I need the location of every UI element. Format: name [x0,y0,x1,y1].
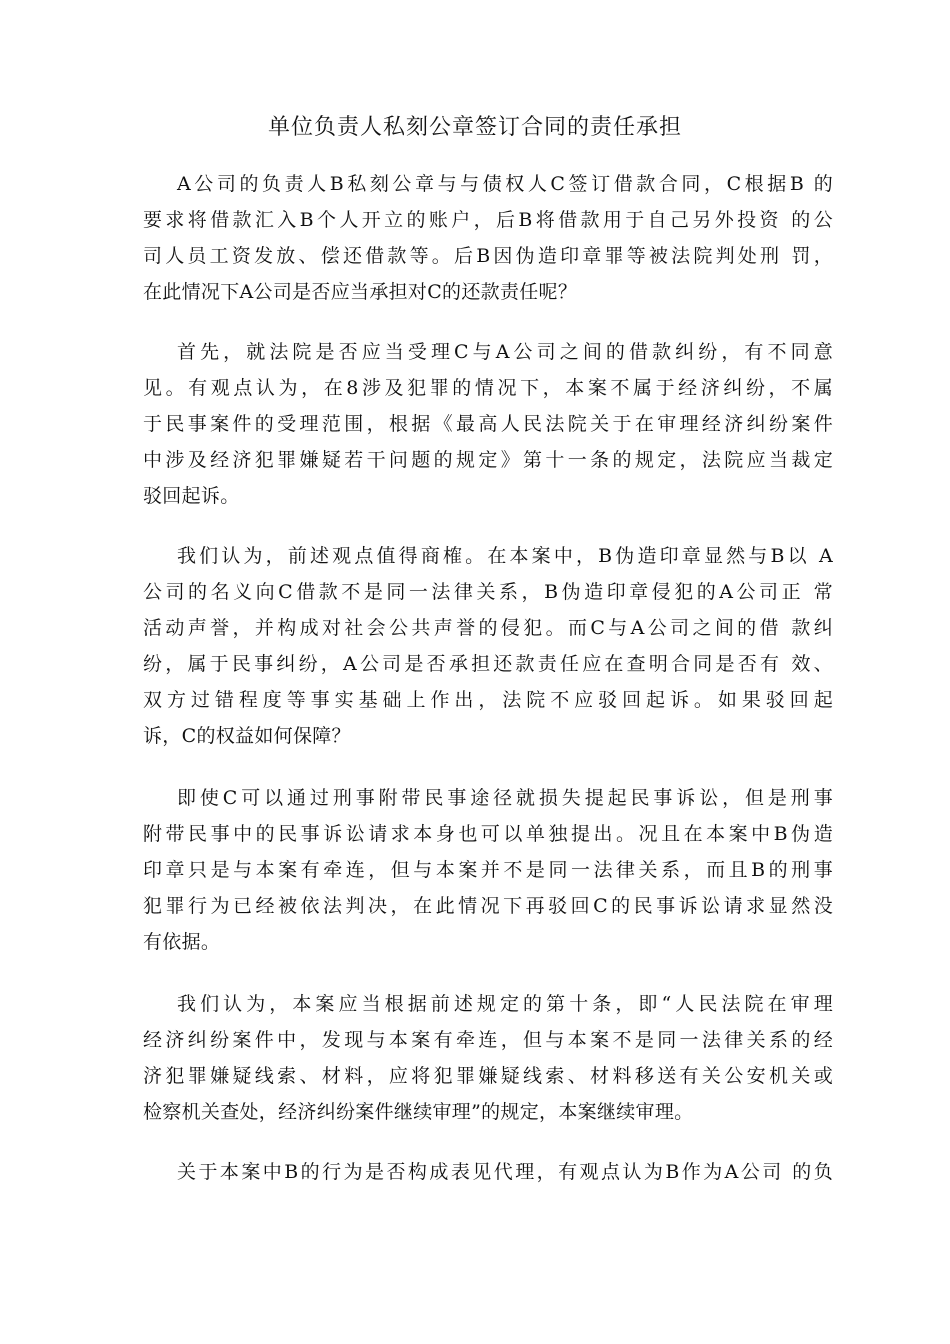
paragraph-line: 纷，属于民事纠纷，A公司是否承担还款责任应在查明合同是否有 效、 [143,653,833,675]
paragraph-line: 公司的名义向C借款不是同一法律关系，B伪造印章侵犯的A公司正 常 [143,581,833,603]
paragraph-line: 于民事案件的受理范围，根据《最高人民法院关于在审理经济纠纷案件 [143,413,833,435]
paragraph-line: 经济纠纷案件中，发现与本案有牵连，但与本案不是同一法律关系的经 [143,1029,833,1051]
paragraph-line: 即使C可以通过刑事附带民事途径就损失提起民事诉讼，但是刑事 [177,787,833,809]
paragraph-line: 诉，C的权益如何保障？ [143,725,351,747]
paragraph-line: 首先，就法院是否应当受理C与A公司之间的借款纠纷，有不同意 [177,341,833,363]
paragraph-3 [143,538,833,754]
paragraph-line: 驳回起诉。 [143,485,240,507]
paragraph-line: 检察机关查处，经济纠纷案件继续审理”的规定，本案继续审理。 [143,1101,694,1123]
paragraph-line: A公司的负责人B私刻公章与与债权人C签订借款合同，C根据B 的 [177,173,833,195]
paragraph-line: 济犯罪嫌疑线索、材料，应将犯罪嫌疑线索、材料移送有关公安机关或 [143,1065,833,1087]
paragraph-line: 犯罪行为已经被依法判决，在此情况下再驳回C的民事诉讼请求显然没 [143,895,833,917]
paragraph-line: 关于本案中B的行为是否构成表见代理，有观点认为B作为A公司 的负 [177,1161,833,1183]
document-title: 单位负责人私刻公章签订合同的责任承担 [267,115,682,140]
paragraph-line: 活动声誉，并构成对社会公共声誉的侵犯。而C与A公司之间的借 款纠 [143,617,833,639]
paragraph-line: 双方过错程度等事实基础上作出，法院不应驳回起诉。如果驳回起 [143,689,833,711]
paragraph-line: 印章只是与本案有牵连，但与本案并不是同一法律关系，而且B的刑事 [143,859,833,881]
paragraph-line: 见。有观点认为，在8涉及犯罪的情况下，本案不属于经济纠纷，不属 [143,377,833,399]
paragraph-4 [143,780,833,960]
paragraph-line: 我们认为，本案应当根据前述规定的第十条，即“人民法院在审理 [177,993,833,1015]
paragraph-line: 附带民事中的民事诉讼请求本身也可以单独提出。况且在本案中B伪造 [143,823,833,845]
paragraph-6 [143,1154,833,1190]
paragraph-1 [143,166,833,310]
paragraph-line: 要求将借款汇入B个人开立的账户，后B将借款用于自己另外投资 的公 [143,209,833,231]
paragraph-5 [143,986,833,1130]
paragraph-line: 司人员工资发放、偿还借款等。后B因伪造印章罪等被法院判处刑 罚， [143,245,833,267]
paragraph-line: 我们认为，前述观点值得商榷。在本案中，B伪造印章显然与B以 A [177,545,833,567]
paragraph-line: 中涉及经济犯罪嫌疑若干问题的规定》第十一条的规定，法院应当裁定 [143,449,833,471]
paragraph-line: 在此情况下A公司是否应当承担对C的还款责任呢？ [143,281,578,303]
paragraph-line: 有依据。 [143,931,221,953]
paragraph-2 [143,334,833,514]
